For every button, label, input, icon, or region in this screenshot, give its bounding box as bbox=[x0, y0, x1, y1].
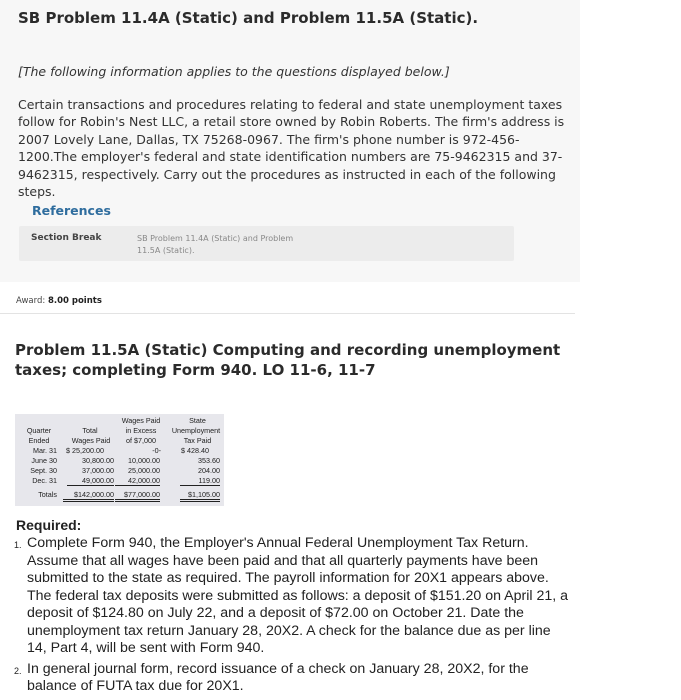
totals-state: $1,105.00 bbox=[180, 490, 220, 502]
required-heading: Required: bbox=[16, 517, 82, 533]
reference-section-box bbox=[19, 226, 514, 261]
references-link[interactable]: References bbox=[32, 203, 111, 218]
list-item-text: In general journal form, record issuance of a check on January 28, 20X2, for the balance of FUTA tax due for 20X1. bbox=[27, 660, 529, 694]
table-row-excess: -0- bbox=[152, 446, 161, 455]
table-row-state: 119.00 bbox=[180, 476, 220, 486]
table-row-state: $ 428.40 bbox=[181, 446, 209, 455]
intro-note: [The following information applies to the questions displayed below.] bbox=[18, 64, 450, 79]
payroll-table bbox=[15, 414, 224, 506]
table-row-excess: 25,000.00 bbox=[128, 466, 160, 475]
header-excess-2: in Excess bbox=[125, 426, 157, 435]
section-break-text: SB Problem 11.4A (Static) and Problem 11.5A (Static). bbox=[137, 234, 294, 255]
list-item-text: Complete Form 940, the Employer's Annual Federal Unemployment Tax Return. Assume that all wages have been paid and that all quarterly payments have been submitted to the state as required. The payroll information for 20X1 appears above. The federal tax deposits were submitted as follows: a deposit of $151.20 on April 21, a deposit of $124.80 on July 22, and a deposit of $72.00 on October 21. Date the unemployment tax return January 28, 20X2. A check for the balance due as per line 14, Part 4, will be sent with Form 940. bbox=[27, 535, 569, 656]
header-quarter-1: Quarter bbox=[26, 426, 52, 435]
list-item-number: 1. bbox=[14, 540, 22, 550]
table-row-total: 37,000.00 bbox=[82, 466, 114, 475]
award-value: 8.00 points bbox=[47, 296, 102, 306]
section-break-label: Section Break bbox=[31, 233, 102, 243]
list-item-number: 2. bbox=[14, 665, 22, 676]
table-row-total: 30,800.00 bbox=[82, 456, 114, 465]
table-row-quarter: Dec. 31 bbox=[32, 476, 57, 485]
totals-total: $142,000.00 bbox=[63, 490, 114, 502]
header-excess-3: of $7,000 bbox=[126, 436, 156, 445]
table-row-quarter: Sept. 30 bbox=[30, 466, 57, 475]
award-label: Award: bbox=[16, 296, 46, 306]
totals-excess: $77,000.00 bbox=[115, 490, 160, 502]
table-row-state: 353.60 bbox=[198, 456, 220, 465]
header-total-1: Total bbox=[82, 426, 98, 435]
header-quarter-2: Ended bbox=[28, 436, 50, 445]
table-row-total: $ 25,200.00 bbox=[66, 446, 104, 455]
table-row-quarter: Mar. 31 bbox=[33, 446, 57, 455]
table-row-excess: 42,000.00 bbox=[115, 476, 160, 486]
totals-label: Totals bbox=[38, 490, 57, 499]
header-state-1: State bbox=[189, 416, 206, 425]
list-item bbox=[14, 661, 574, 696]
header-total-2: Wages Paid bbox=[71, 436, 111, 445]
table-row-excess: 10,000.00 bbox=[128, 456, 160, 465]
list-item bbox=[14, 535, 574, 658]
table-row-quarter: June 30 bbox=[31, 456, 57, 465]
header-state-2: Unemployment bbox=[171, 426, 221, 435]
sb-problem-title: SB Problem 11.4A (Static) and Problem 11.5A (Static). bbox=[18, 9, 479, 27]
section-divider bbox=[0, 313, 575, 314]
header-excess-1: Wages Paid bbox=[121, 416, 161, 425]
award-points bbox=[16, 296, 102, 306]
problem-title: Problem 11.5A (Static) Computing and recording unemployment taxes; completing Form 940. LO 11-6, 11-7 bbox=[15, 341, 561, 379]
intro-panel bbox=[0, 0, 580, 282]
table-row-total: 49,000.00 bbox=[67, 476, 114, 486]
header-state-3: Tax Paid bbox=[183, 436, 212, 445]
required-list bbox=[14, 535, 574, 699]
table-row-state: 204.00 bbox=[198, 466, 220, 475]
scenario-paragraph: Certain transactions and procedures relating to federal and state unemployment taxes follow for Robin's Nest LLC, a retail store owned by Robin Roberts. The firm's address is 2007 Lovely Lane, Dallas, TX 75268-0967. The firm's phone number is 972-456-1200.The employer's federal and state identification numbers are 75-9462315 and 37-9462315, respectively. Carry out the procedures as instructed in each of the following steps. bbox=[18, 97, 565, 200]
